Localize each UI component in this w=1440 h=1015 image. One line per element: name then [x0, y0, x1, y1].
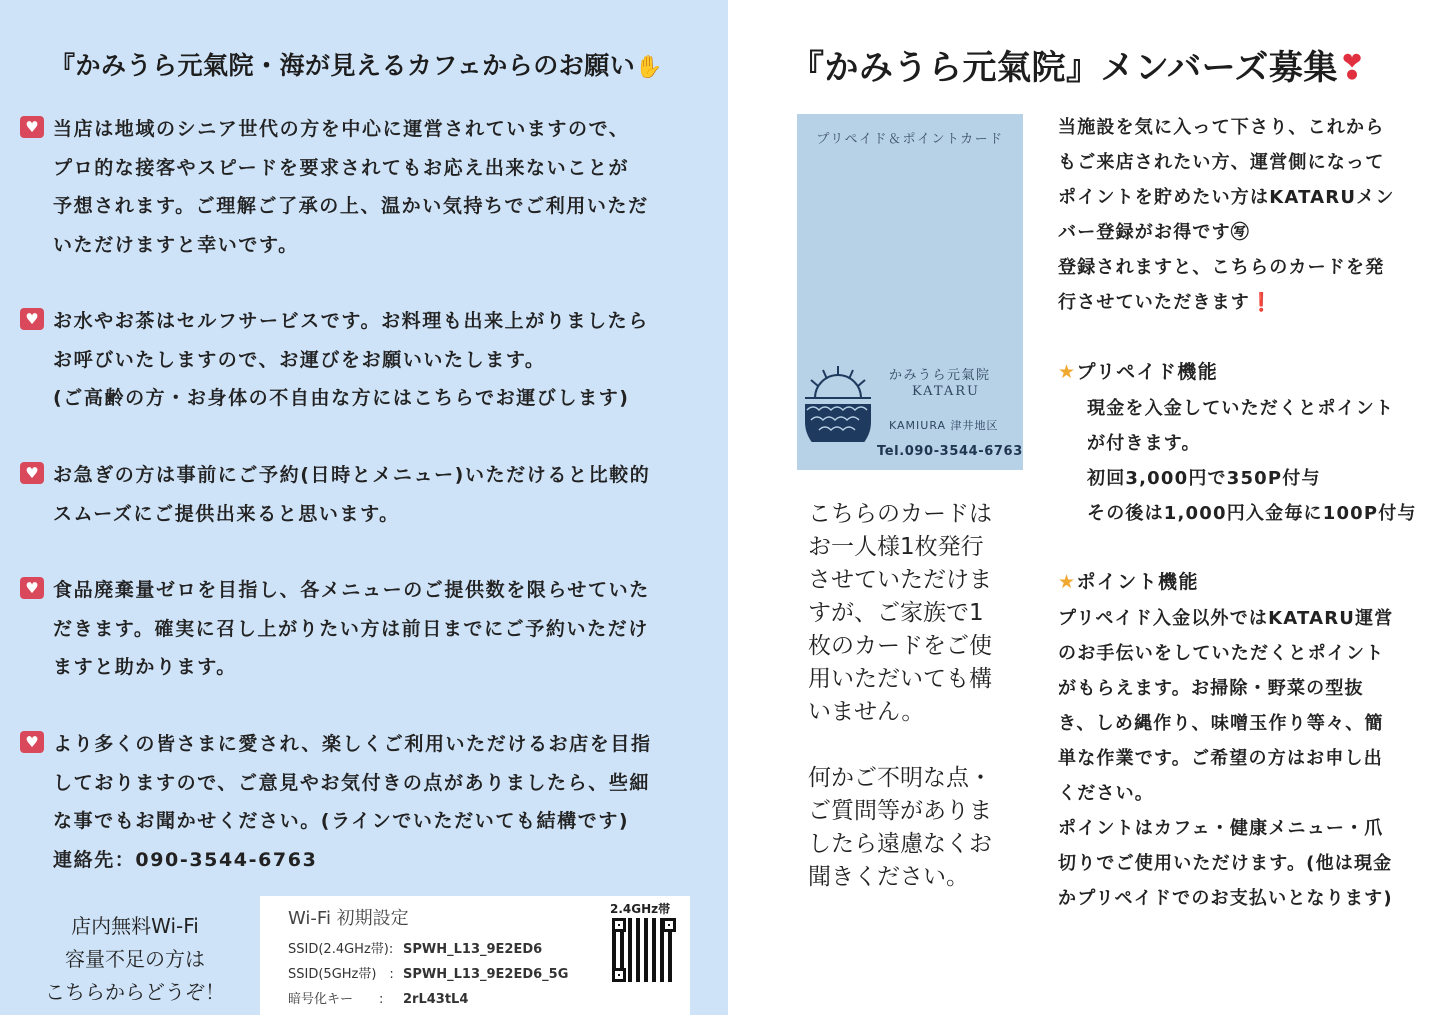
left-title: 『かみうら元氣院・海が見えるカフェからのお願い✋	[50, 51, 664, 80]
notice-item	[20, 110, 710, 264]
wifi-row-label: SSID(2.4GHz帯):	[288, 942, 394, 957]
notice-item	[20, 456, 710, 533]
card-brand: KATARU	[912, 384, 980, 399]
wifi-title: Wi-Fi 初期設定	[288, 908, 409, 929]
prepaid-heading: ★プリペイド機能	[1058, 361, 1219, 383]
wifi-row-label: SSID(5GHz帯) :	[288, 967, 394, 982]
card-phone: Tel.090-3544-6763	[877, 444, 1023, 459]
notice-item	[20, 302, 710, 418]
notice-item	[20, 725, 710, 879]
hands-icon: ✋	[635, 55, 664, 80]
card-area: KAMIURA 津井地区	[889, 419, 999, 432]
wifi-row-value: 2rL43tL4	[403, 992, 469, 1007]
exclamation-icon: ❗	[1250, 292, 1274, 313]
qr-code-icon[interactable]	[612, 918, 676, 982]
star-icon: ★	[1058, 361, 1077, 383]
card-header: プリペイド＆ポイントカード	[816, 132, 1004, 147]
wifi-row	[288, 988, 468, 1007]
sun-wave-logo-icon	[803, 364, 873, 442]
wifi-settings-card	[260, 896, 690, 1015]
wifi-note: 店内無料Wi-Fi 容量不足の方は こちらからどうぞ！	[45, 914, 225, 1004]
card-shop-name: かみうら元氣院	[889, 368, 991, 383]
point-body: プリペイド入金以外ではKATARU運営 のお手伝いをしていただくとポイント がもらえます。お掃除・野菜の型抜 き、しめ縄作り、味噌玉作り等々、簡 単な作業です。ご希望の方はお申し出 ください。 ポイントはカフェ・健康メニュー・爪 切りでご使用いただけます。(他は現金 かプリペイドでのお支払いとなります)	[1058, 608, 1394, 909]
notice-text: 当店は地域のシニア世代の方を中心に運営されていますので、 プロ的な接客やスピードを要求されてもお応え出来ないことが 予想されます。ご理解ご了承の上、温かい気持ちでご利用いただ いただけますと幸いです。	[53, 118, 649, 256]
heart-icon: ♥	[20, 731, 44, 753]
heart-icon: ♥	[20, 308, 44, 330]
wifi-row-value: SPWH_L13_9E2ED6_5G	[403, 967, 569, 982]
wifi-row	[288, 963, 568, 982]
exclamation-heart-icon: ❣	[1337, 48, 1367, 88]
notice-item	[20, 571, 710, 687]
notice-text: お水やお茶はセルフサービスです。お料理も出来上がりましたら お呼びいたしますので、お運びをお願いいたします。 (ご高齢の方・お身体の不自由な方にはこちらでお運びします)	[53, 310, 649, 409]
wifi-row-label: 暗号化キー :	[288, 992, 384, 1007]
star-icon: ★	[1058, 571, 1077, 593]
notice-text: お急ぎの方は事前にご予約(日時とメニュー)いただけると比較的 スムーズにご提供出来ると思います。	[53, 464, 651, 525]
heart-icon: ♥	[20, 116, 44, 138]
notice-text: より多くの皆さまに愛され、楽しくご利用いただけるお店を目指 しておりますので、ご意見やお気付きの点がありましたら、些細 な事でもお聞かせください。(ラインでいただいても結構です) 連絡先：090-3544-6763	[53, 733, 652, 871]
prepaid-body: 現金を入金していただくとポイント が付きます。 初回3,000円で350P付与 その後は1,000円入金毎に100P付与	[1087, 398, 1417, 524]
wifi-band-label: 2.4GHz帯	[610, 902, 671, 916]
members-intro: 当施設を気に入って下さり、これから もご来店されたい方、運営側になって ポイントを貯めたい方はKATARUメン バー登録がお得です㊢ 登録されますと、こちらのカードを発 行させていただきます❗	[1058, 117, 1395, 313]
right-title: 『かみうら元氣院』メンバーズ募集❣	[790, 48, 1367, 88]
heart-icon: ♥	[20, 462, 44, 484]
card-note: こちらのカードは お一人様1枚発行 させていただけま すが、ご家族で1 枚のカードをご使 用いただいても構 いません。 何かご不明な点・ ご質問等がありま したら遠慮なくお 聞きください。	[808, 501, 992, 890]
point-heading: ★ポイント機能	[1058, 571, 1199, 593]
notice-text: 食品廃棄量ゼロを目指し、各メニューのご提供数を限らせていた だきます。確実に召し上がりたい方は前日までにご予約いただけ ますと助かります。	[53, 579, 650, 678]
heart-icon: ♥	[20, 577, 44, 599]
member-card-image	[797, 114, 1023, 470]
wifi-row-value: SPWH_L13_9E2ED6	[403, 942, 543, 957]
wifi-row	[288, 938, 542, 957]
